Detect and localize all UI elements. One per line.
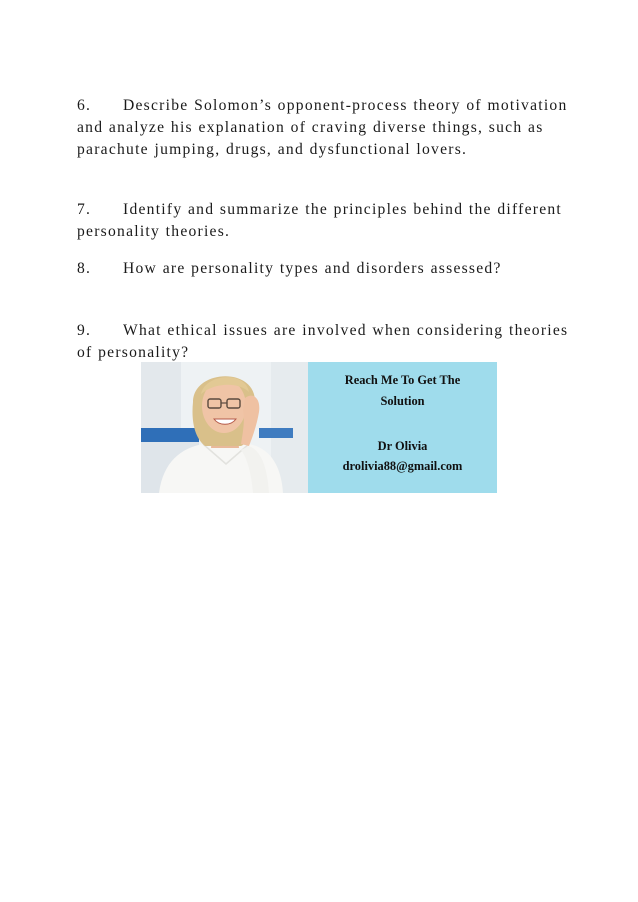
question-9 [77, 320, 577, 364]
question-7 [77, 199, 577, 243]
banner-headline: Reach Me To Get The [344, 373, 461, 387]
banner-subheadline: Solution [380, 394, 425, 408]
contact-banner[interactable] [141, 362, 497, 493]
question-number: 9. [77, 322, 92, 339]
question-number: 7. [77, 201, 92, 218]
question-number: 8. [77, 260, 92, 277]
contact-info-panel[interactable] [308, 362, 497, 493]
contact-name: Dr Olivia [377, 439, 428, 453]
question-text: Identify and summarize the principles behind the different personality theories. [77, 201, 563, 240]
question-text: How are personality types and disorders assessed? [123, 260, 502, 277]
question-text: What ethical issues are involved when considering theories of personality? [77, 322, 569, 361]
question-text: Describe Solomon’s opponent-process theory of motivation and analyze his explanation of craving diverse things, such as parachute jumping, drugs, and dysfunctional lovers. [77, 97, 568, 158]
question-8 [77, 258, 577, 280]
contact-email-link[interactable]: drolivia88@gmail.com [342, 459, 463, 473]
question-number: 6. [77, 97, 92, 114]
question-6 [77, 95, 577, 161]
woman-photo [141, 362, 308, 493]
